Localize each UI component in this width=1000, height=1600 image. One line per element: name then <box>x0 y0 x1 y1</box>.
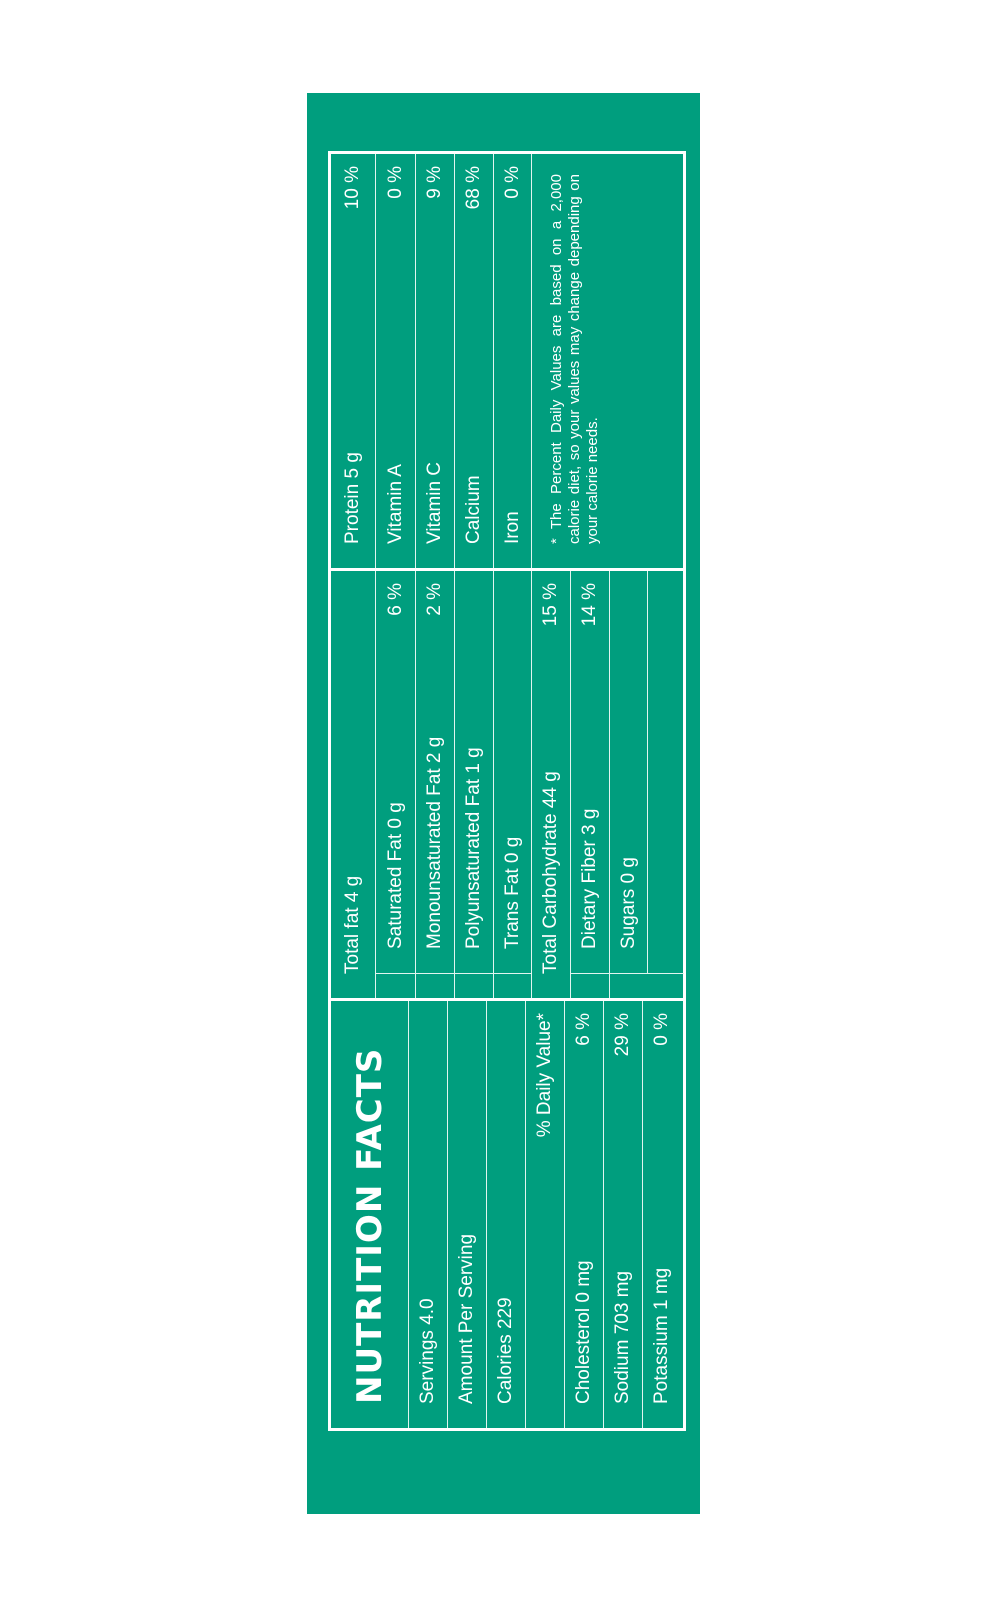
nutrient-label: Sodium 703 mg <box>612 1270 633 1404</box>
nutrient-row-vitamin-c <box>415 154 454 568</box>
nutrient-row-dietary-fiber <box>570 571 609 998</box>
nutrient-row-total-fat <box>331 571 375 998</box>
nutrient-row-trans-fat <box>493 571 531 998</box>
nutrient-label: Total Carbohydrate 44 g <box>540 771 561 974</box>
vitamins-column <box>331 154 683 568</box>
nutrient-row-saturated-fat <box>375 571 415 998</box>
fat-carb-column <box>331 568 683 998</box>
nutrient-label: Calcium <box>463 475 484 544</box>
nutrient-label: Vitamin C <box>424 461 445 544</box>
nutrient-label: Cholesterol 0 mg <box>573 1260 594 1404</box>
daily-value-footnote: * The Percent Daily Values are based on a 2,000 calorie diet, so your values may change depending on your calorie needs. <box>531 154 602 568</box>
nutrient-label: Sugars 0 g <box>617 857 639 949</box>
nutrient-label: Vitamin A <box>384 464 406 544</box>
nutrient-percent: 6 % <box>384 583 406 616</box>
nutrient-percent: 0 % <box>384 166 406 199</box>
nutrient-percent: 29 % <box>612 1013 633 1057</box>
nutrient-row-protein <box>331 154 375 568</box>
nutrient-row-monounsaturated-fat <box>415 571 454 998</box>
nutrient-label: Protein 5 g <box>342 452 363 544</box>
nutrition-label <box>328 151 686 1431</box>
nutrient-row-total-carbohydrate <box>531 571 570 998</box>
nutrient-row-iron <box>493 154 531 568</box>
nutrient-row-polyunsaturated-fat <box>454 571 493 998</box>
daily-value-header-row <box>525 1001 564 1428</box>
nutrient-label: Dietary Fiber 3 g <box>579 808 600 949</box>
nutrient-label: Total fat 4 g <box>342 875 363 974</box>
amount-per-serving-text: Amount Per Serving <box>456 1233 477 1404</box>
nutrient-percent: 0 % <box>650 1013 672 1046</box>
nutrient-row-vitamin-a <box>375 154 415 568</box>
nutrient-percent: 9 % <box>424 166 445 199</box>
label-title: NUTRITION FACTS <box>349 1047 390 1404</box>
nutrient-percent: 2 % <box>424 583 445 616</box>
nutrient-label: Potassium 1 mg <box>650 1267 672 1404</box>
main-facts-column <box>331 998 683 1428</box>
nutrient-row-calcium <box>454 154 493 568</box>
daily-value-header: % Daily Value* <box>534 1013 555 1138</box>
nutrient-percent: 15 % <box>540 583 561 627</box>
empty-row <box>647 571 684 974</box>
nutrient-percent: 14 % <box>579 583 600 627</box>
nutrient-percent: 68 % <box>463 166 484 210</box>
nutrition-table-frame <box>328 151 686 1431</box>
calories-row <box>486 1001 525 1428</box>
nutrient-label: Polyunsaturated Fat 1 g <box>463 747 484 949</box>
nutrient-label: Monounsaturated Fat 2 g <box>424 736 445 949</box>
nutrient-row-sodium <box>603 1001 642 1428</box>
amount-per-serving-row <box>447 1001 486 1428</box>
nutrient-row-sugars <box>609 571 647 998</box>
nutrition-label-panel <box>307 93 700 1514</box>
nutrient-label: Trans Fat 0 g <box>501 836 523 949</box>
nutrient-percent: 10 % <box>342 166 363 210</box>
calories-text: Calories 229 <box>495 1297 516 1404</box>
nutrient-label: Saturated Fat 0 g <box>384 802 406 949</box>
nutrient-percent: 6 % <box>573 1013 594 1046</box>
nutrient-percent: 0 % <box>501 166 523 199</box>
nutrient-row-potassium <box>642 1001 680 1428</box>
servings-row <box>408 1001 447 1428</box>
nutrient-row-cholesterol <box>564 1001 603 1428</box>
nutrient-label: Iron <box>501 511 523 544</box>
servings-text: Servings 4.0 <box>417 1298 438 1404</box>
